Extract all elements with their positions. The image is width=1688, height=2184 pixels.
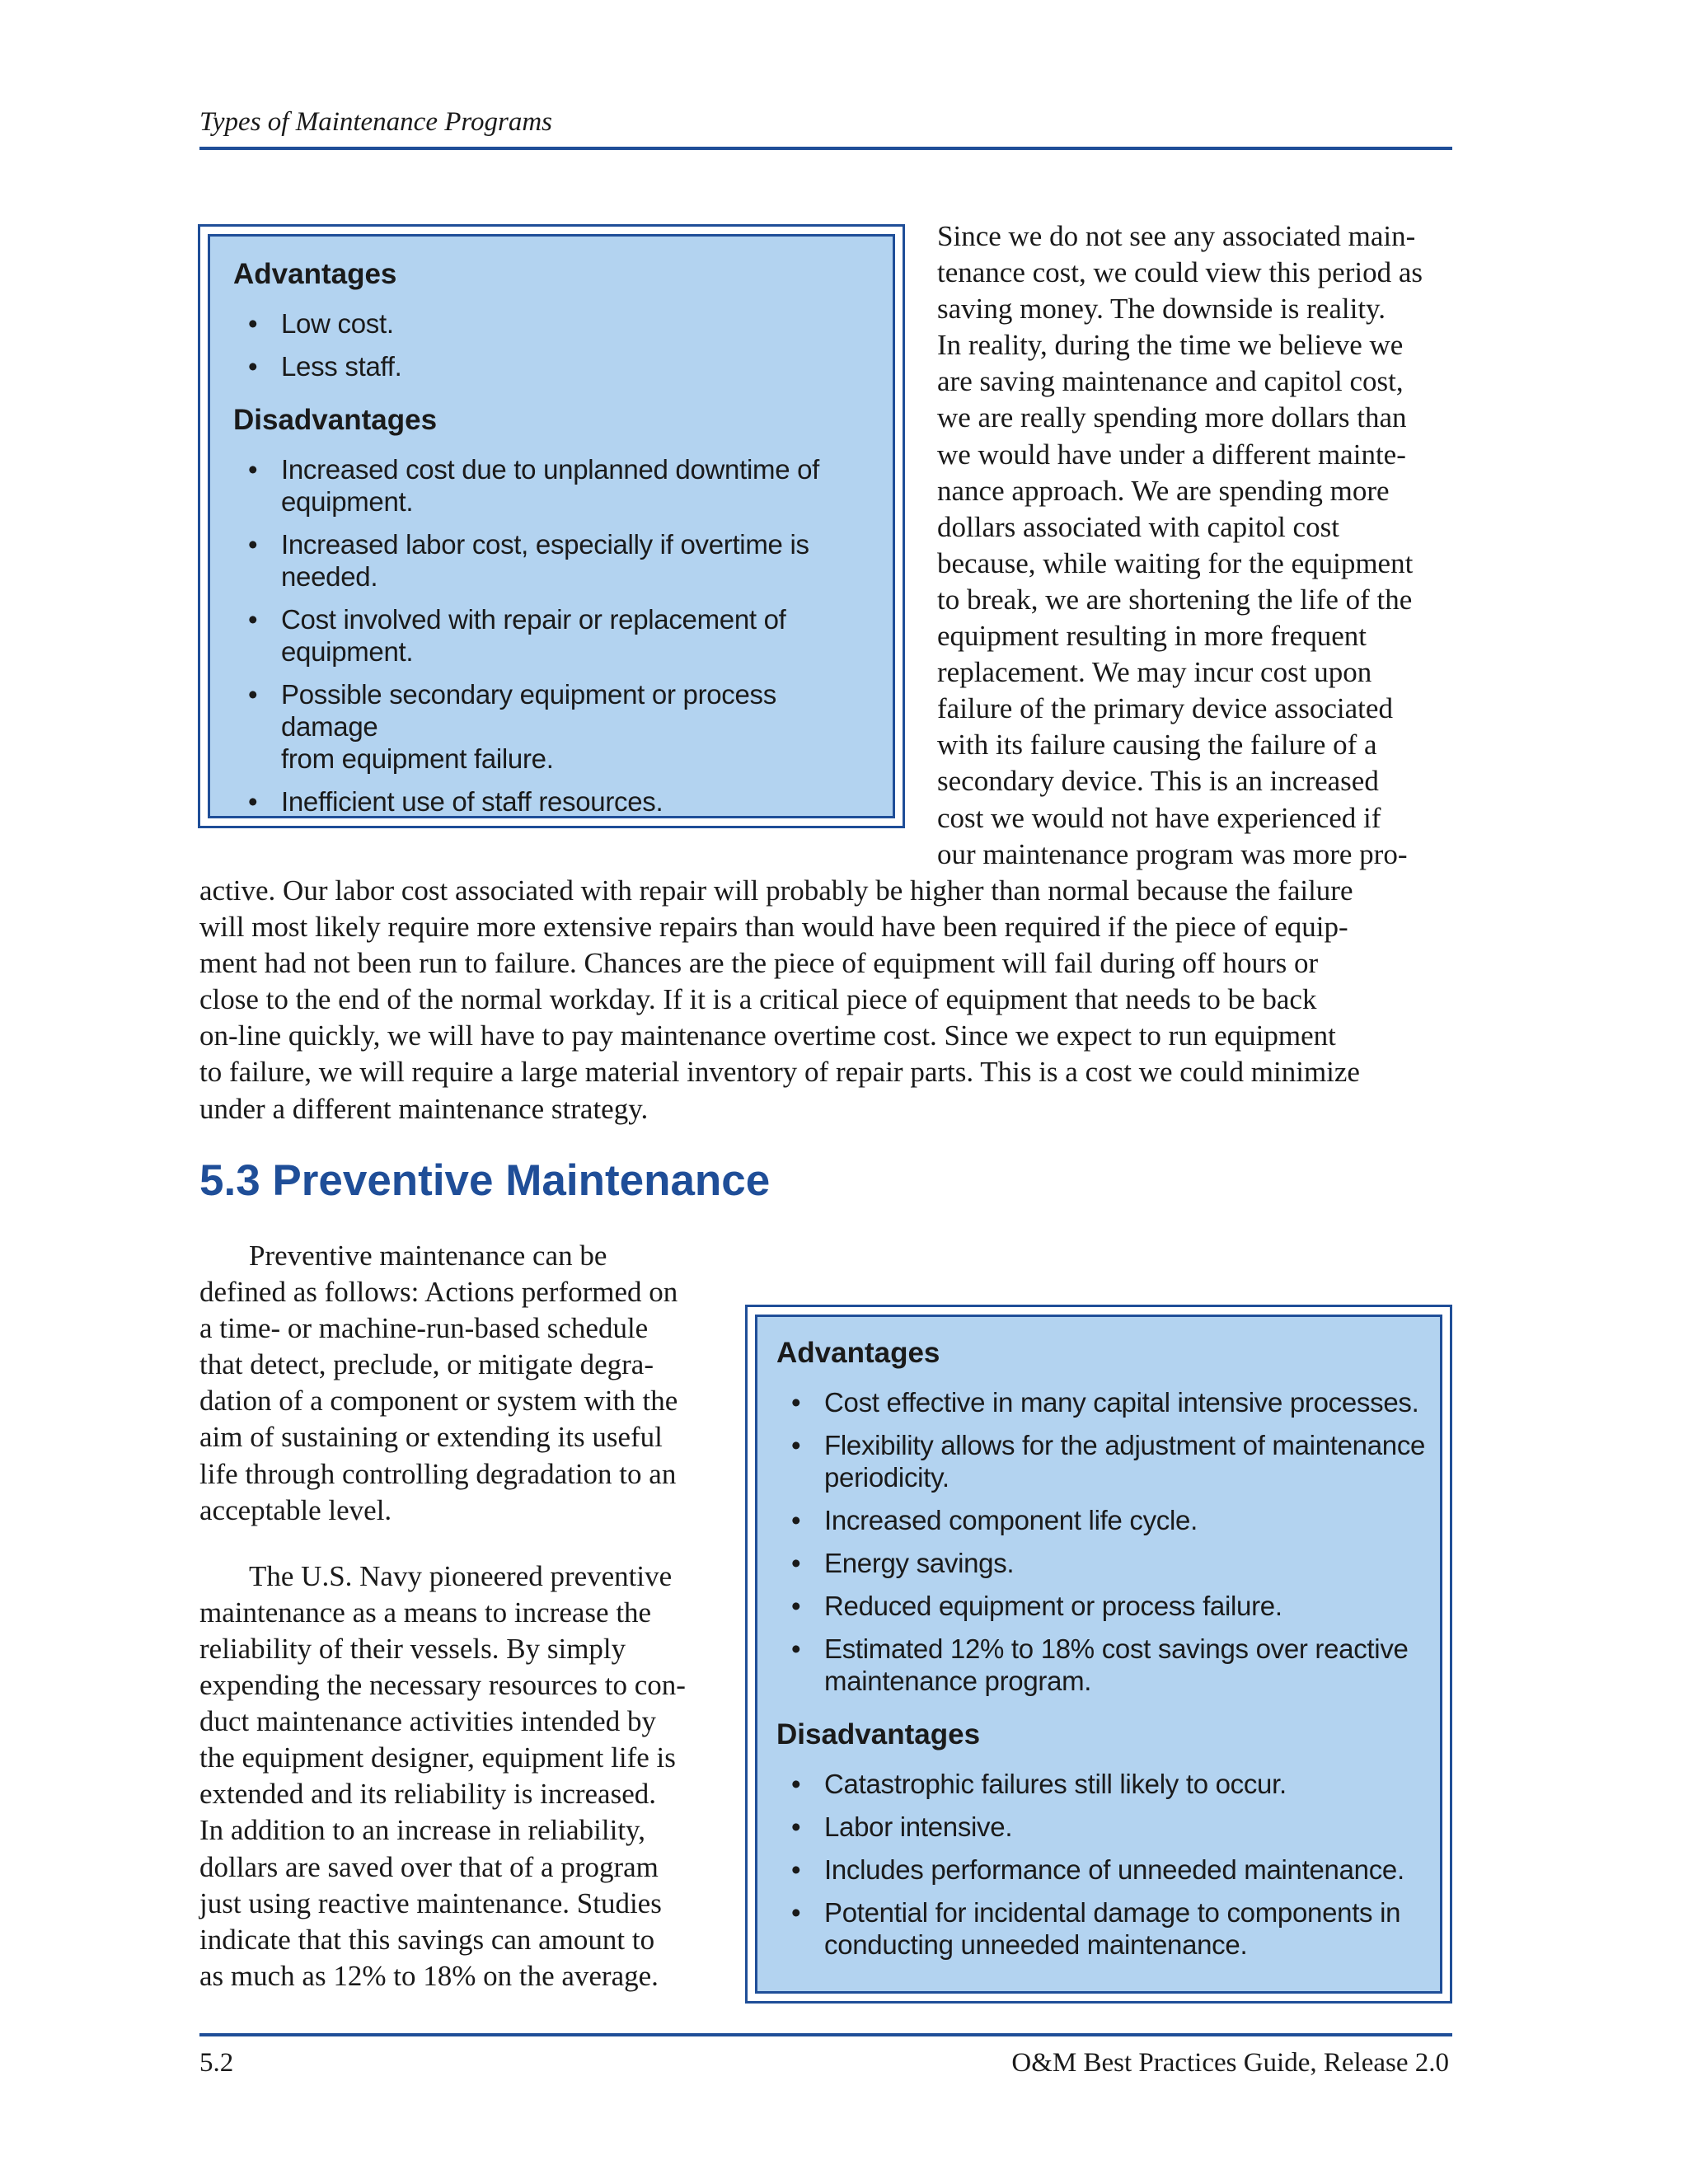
list-item: • Possible secondary equipment or process damage from equipment failure.	[248, 679, 776, 774]
advantages-heading: Advantages	[776, 1337, 940, 1369]
list-item: • Increased labor cost, especially if overtime is needed.	[248, 529, 809, 592]
list-item: • Cost effective in many capital intensive processes.	[791, 1387, 1419, 1418]
list-item: • Energy savings.	[791, 1548, 1015, 1578]
navy-history-paragraph: The U.S. Navy pioneered preventive maintenance as a means to increase the reliability of their vessels. By simply expending the necessary resources to con- duct maintenance activities intended by the equipment designer, equipment life is extended and its reliability is increased. In addition to an increase in reliability, dollars are saved over that of a program just using reactive maintenance. Studies indicate that this savings can amount to as much as 12% to 18% on the average.	[199, 1559, 686, 1992]
reactive-cost-paragraph-top: Since we do not see any associated main- tenance cost, we could view this period as saving money. The downside is reality. In reality, during the time we believe we are saving maintenance and capitol cost, we are really spending more dollars than we would have under a different mainte- nance approach. We are spending more dollars associated with capitol cost because, while waiting for the equipment to break, we are shortening the life of the equipment resulting in more frequent replacement. We may incur cost upon failure of the primary device associated with its failure causing the failure of a secondary device. This is an increased cost we would not have experienced if our maintenance program was more pro-	[937, 220, 1423, 870]
list-item: • Cost involved with repair or replacement of equipment.	[248, 604, 786, 667]
advantages-list	[233, 307, 876, 382]
header-rule	[199, 147, 1452, 150]
guide-title: O&M Best Practices Guide, Release 2.0	[1011, 2048, 1449, 2078]
list-item: • Catastrophic failures still likely to occur.	[791, 1769, 1287, 1799]
disadvantages-heading: Disadvantages	[776, 1718, 981, 1750]
section-heading: 5.3 Preventive Maintenance	[199, 1156, 771, 1205]
list-item: • Labor intensive.	[791, 1811, 1013, 1842]
running-header: Types of Maintenance Programs	[199, 107, 553, 137]
list-item: • Increased cost due to unplanned downtime of equipment.	[248, 454, 820, 517]
list-item: • Flexibility allows for the adjustment of maintenance periodicity.	[791, 1430, 1426, 1493]
footer-rule	[199, 2033, 1452, 2036]
reactive-cost-paragraph-continued: active. Our labor cost associated with repair will probably be higher than normal because the failure will most likely require more extensive repairs than would have been required if the piece of equip- ment had not been run to failure. Chances are the piece of equipment will fail during off hours or close to the end of the normal workday. If it is a critical piece of equipment that needs to be back on-line quickly, we will have to pay maintenance overtime cost. Since we expect to run equipment to failure, we will require a large material inventory of repair parts. This is a cost we could minimize under a different maintenance strategy.	[199, 874, 1360, 1125]
advantages-list	[776, 1386, 1428, 1697]
preventive-definition-paragraph: Preventive maintenance can be defined as follows: Actions performed on a time- or machine-run-based schedule that detect, preclude, or mitigate degra- dation of a component or system with the aim of sustaining or extending its useful life through controlling degradation to an acceptable level.	[199, 1240, 678, 1526]
preventive-pros-cons-box	[745, 1305, 1452, 2004]
advantages-heading: Advantages	[233, 258, 397, 290]
reactive-pros-cons-box	[198, 224, 905, 828]
list-item: • Inefficient use of staff resources.	[248, 786, 663, 817]
disadvantages-list	[233, 453, 876, 818]
list-item: • Estimated 12% to 18% cost savings over reactive maintenance program.	[791, 1633, 1409, 1696]
list-item: • Increased component life cycle.	[791, 1505, 1198, 1535]
list-item: • Reduced equipment or process failure.	[791, 1591, 1282, 1621]
page-number: 5.2	[199, 2048, 234, 2078]
list-item: • Includes performance of unneeded maintenance.	[791, 1854, 1404, 1885]
disadvantages-list	[776, 1768, 1428, 1961]
list-item: • Less staff.	[248, 351, 402, 382]
disadvantages-heading: Disadvantages	[233, 404, 438, 436]
list-item: • Low cost.	[248, 308, 394, 339]
list-item: • Potential for incidental damage to components in conducting unneeded maintenance.	[791, 1897, 1401, 1960]
preventive-text-column	[199, 1238, 727, 1994]
